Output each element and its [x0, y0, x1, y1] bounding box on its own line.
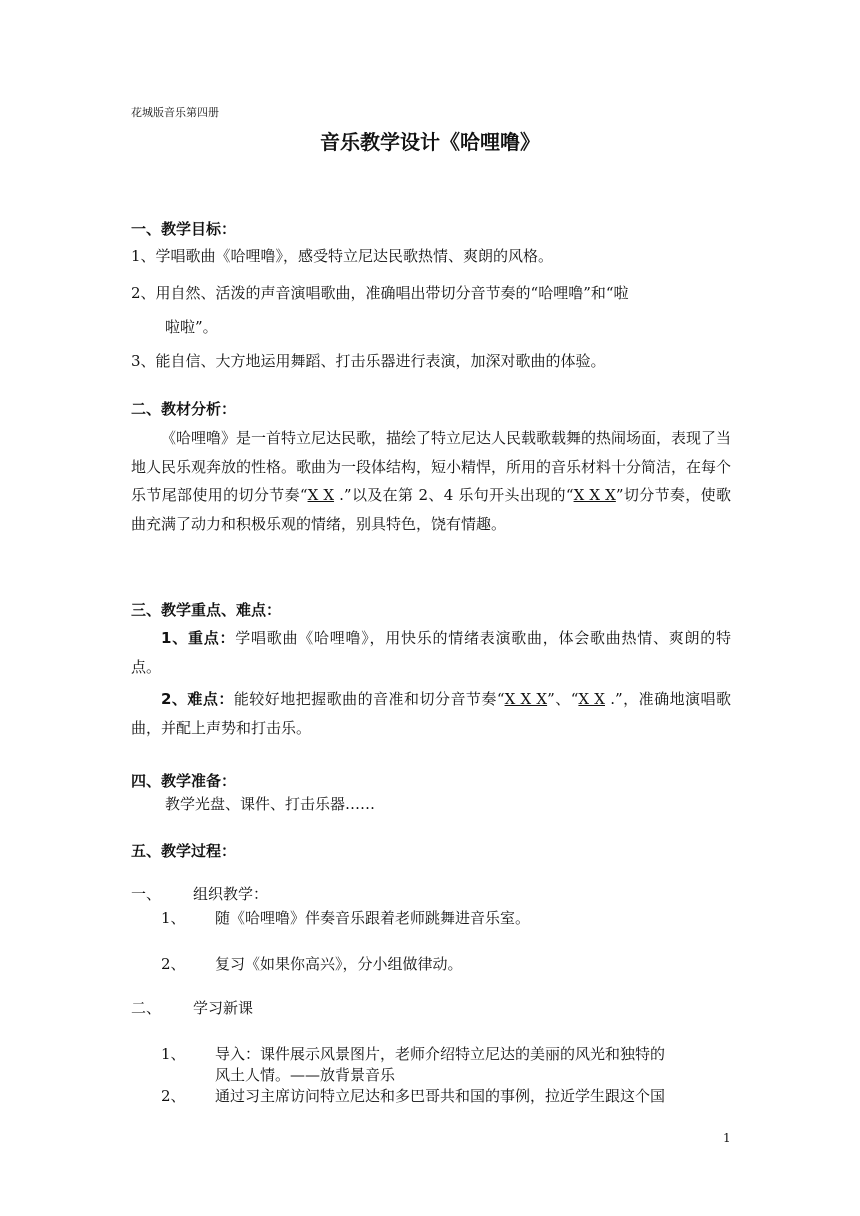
key-point-paragraph: 1、重点：学唱歌曲《哈哩噜》，用快乐的情绪表演歌曲，体会歌曲热情、爽朗的特点。: [131, 629, 731, 676]
rhythm-notation: X X: [307, 486, 335, 504]
rhythm-notation: X X X: [573, 486, 616, 504]
objective-2: 2、用自然、活泼的声音演唱歌曲，准确唱出带切分音节奏的“哈哩噜”和“啦: [131, 284, 629, 302]
preparation-text: 教学光盘、课件、打击乐器……: [165, 795, 376, 813]
objective-2-continued: 啦啦”。: [165, 318, 218, 336]
part-1-title: 组织教学：: [193, 885, 269, 903]
header-text: 花城版音乐第四册: [131, 106, 219, 119]
list-number: 1、: [161, 909, 186, 927]
section-3-heading: 三、教学重点、难点：: [131, 601, 282, 619]
part-2-title: 学习新课: [193, 999, 254, 1017]
objective-3: 3、能自信、大方地运用舞蹈、打击乐器进行表演，加深对歌曲的体验。: [131, 352, 606, 370]
list-number: 2、: [161, 1087, 186, 1105]
section-5-heading: 五、教学过程：: [131, 842, 237, 860]
analysis-paragraph: 《哈哩噜》是一首特立尼达民歌，描绘了特立尼达人民载歌载舞的热闹场面，表现了当地人民乐观奔放的性格。歌曲为一段体结构，短小精悍，所用的音乐材料十分简洁，在每个乐节尾部使用的切分节奏“X X .”以及在第 2、4 乐句开头出现的“X X X”切分节奏，使歌曲充满了动力和积极乐观的情绪，别具特色，饶有情趣。: [131, 429, 732, 533]
page-number: 1: [723, 1131, 731, 1145]
rhythm-notation: X X: [578, 690, 605, 708]
list-item-continued: 风土人情。——放背景音乐: [215, 1066, 396, 1084]
list-item: 导入：课件展示风景图片，老师介绍特立尼达的美丽的风光和独特的: [215, 1045, 666, 1063]
page-title: 音乐教学设计《哈哩噜》: [320, 130, 540, 154]
part-2-number: 二、: [131, 999, 162, 1017]
section-1-heading: 一、教学目标：: [131, 220, 237, 238]
list-number: 2、: [161, 955, 186, 973]
rhythm-notation: X X X: [504, 690, 548, 708]
section-4-heading: 四、教学准备：: [131, 772, 237, 790]
section-2-heading: 二、教材分析：: [131, 400, 237, 418]
difficulty-paragraph: 2、难点：能较好地把握歌曲的音准和切分音节奏“X X X”、“X X .”，准确地演唱歌曲，并配上声势和打击乐。: [131, 690, 732, 737]
objective-1: 1、学唱歌曲《哈哩噜》，感受特立尼达民歌热情、爽朗的风格。: [131, 247, 554, 265]
list-item: 通过习主席访问特立尼达和多巴哥共和国的事例，拉近学生跟这个国: [215, 1087, 666, 1105]
list-item: 随《哈哩噜》伴奏音乐跟着老师跳舞进音乐室。: [215, 909, 531, 927]
list-item: 复习《如果你高兴》，分小组做律动。: [215, 955, 463, 973]
part-1-number: 一、: [131, 885, 162, 903]
list-number: 1、: [161, 1045, 186, 1063]
